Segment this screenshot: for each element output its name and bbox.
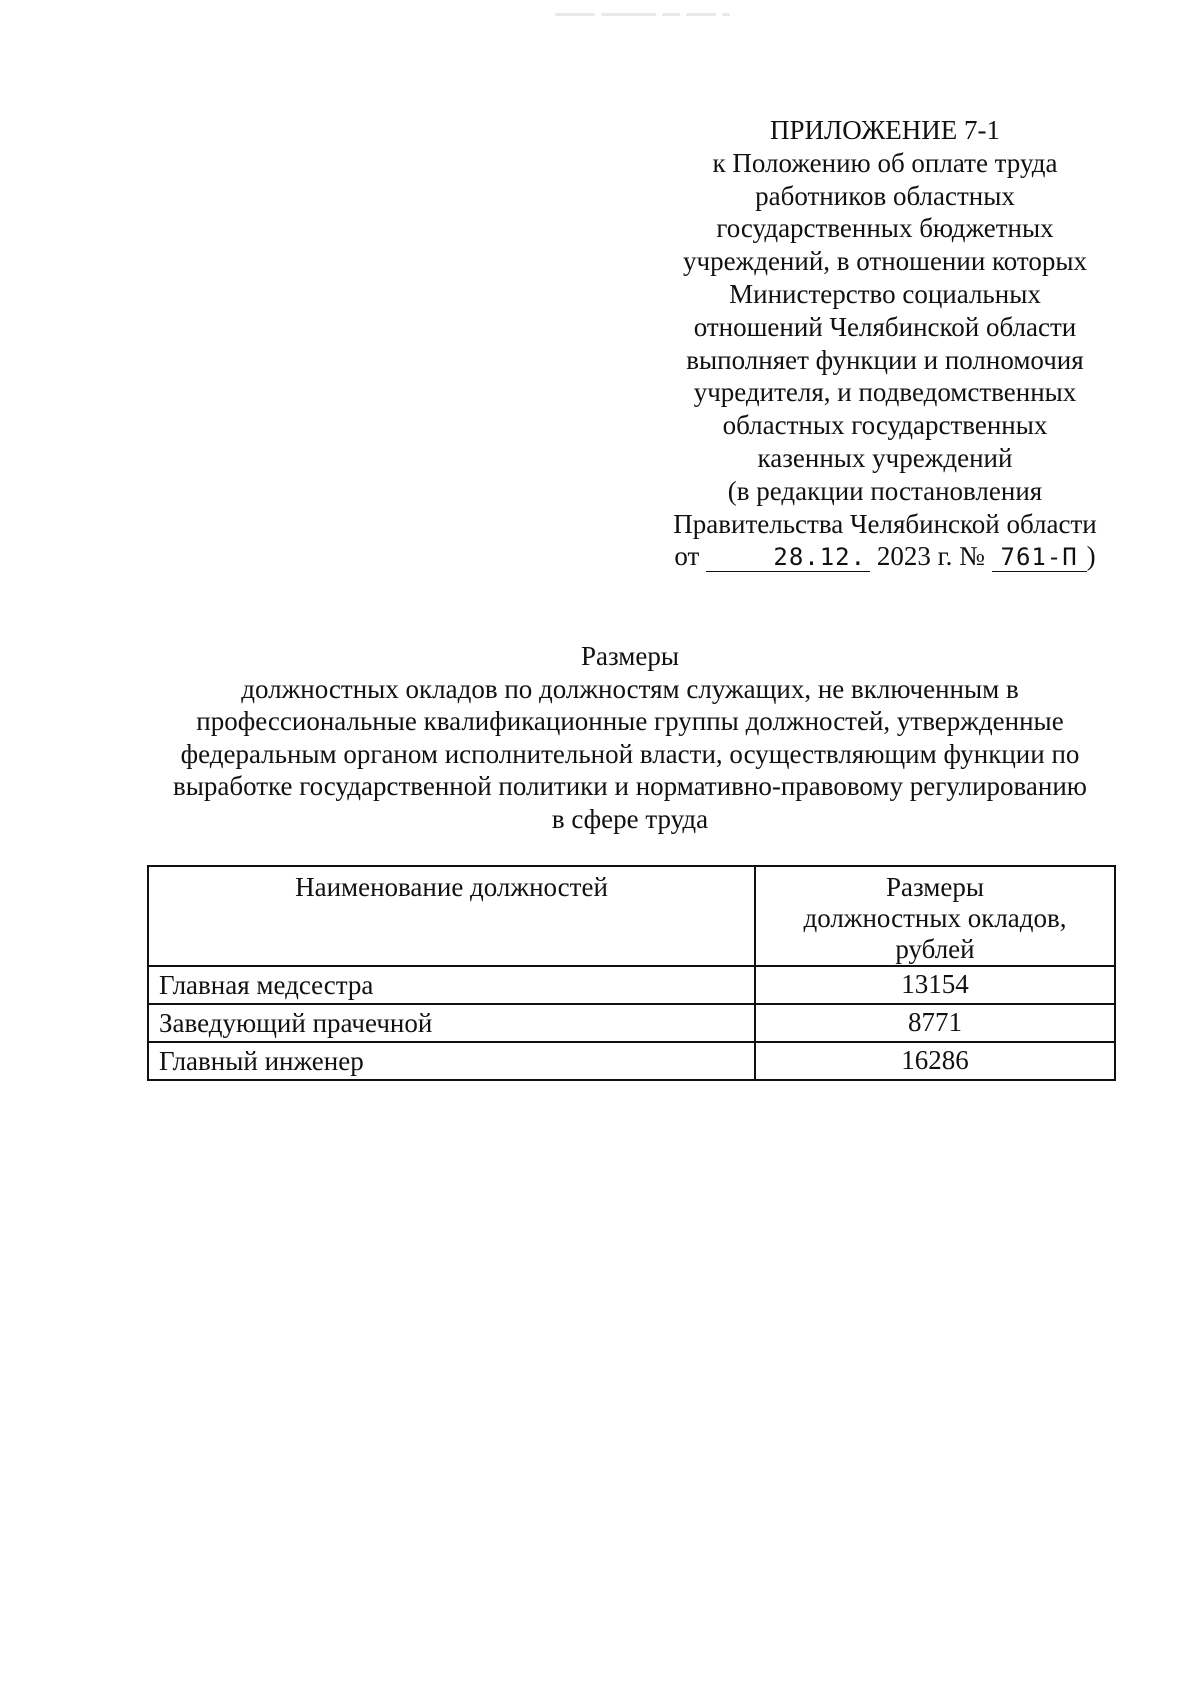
appendix-line: (в редакции постановления xyxy=(727,475,1043,506)
appendix-line: к Положению об оплате труда xyxy=(712,147,1058,178)
header-salary-line: Размеры xyxy=(886,872,984,902)
heading-line: в сфере труда xyxy=(551,803,709,834)
header-salary-size xyxy=(755,866,1115,966)
position-name: Заведующий прачечной xyxy=(148,1004,755,1042)
resolution-reference xyxy=(655,540,1115,573)
header-position-name: Наименование должностей xyxy=(148,866,755,966)
appendix-line: государственных бюджетных xyxy=(716,213,1054,244)
document-heading xyxy=(140,640,1120,835)
appendix-line: отношений Челябинской области xyxy=(693,311,1077,342)
heading-title: Размеры xyxy=(581,641,679,671)
table-row xyxy=(148,1004,1115,1042)
salary-value: 8771 xyxy=(755,1004,1115,1042)
position-name: Главный инженер xyxy=(148,1042,755,1080)
resolution-year: 2023 г. № xyxy=(876,541,985,572)
salary-value: 16286 xyxy=(755,1042,1115,1080)
header-salary-line: должностных окладов, xyxy=(803,903,1067,933)
heading-line: профессиональные квалификационные группы должностей, утвержденные xyxy=(196,706,1064,736)
appendix-line: Правительства Челябинской области xyxy=(673,508,1097,539)
heading-line: должностных окладов по должностям служащих, не включенным в xyxy=(241,673,1019,704)
sign-prefix: от xyxy=(674,541,700,572)
resolution-number: 761-П xyxy=(992,543,1087,572)
appendix-line: выполняет функции и полномочия xyxy=(686,344,1084,375)
heading-line: федеральным органом исполнительной власти, осуществляющим функции по xyxy=(180,738,1080,769)
table-row xyxy=(148,1042,1115,1080)
scan-artifact xyxy=(555,8,775,20)
appendix-line: областных государственных xyxy=(722,410,1048,441)
appendix-block xyxy=(655,114,1115,573)
salary-table xyxy=(147,865,1116,1081)
appendix-line: работников областных xyxy=(755,180,1015,211)
resolution-date: 28.12. xyxy=(706,543,870,572)
closing-paren: ) xyxy=(1086,541,1096,572)
appendix-line: учредителя, и подведомственных xyxy=(693,377,1077,408)
appendix-line: Министерство социальных xyxy=(729,278,1041,309)
header-salary-line: рублей xyxy=(895,934,975,964)
table-row xyxy=(148,966,1115,1004)
position-name: Главная медсестра xyxy=(148,966,755,1004)
appendix-title: ПРИЛОЖЕНИЕ 7-1 xyxy=(769,115,1001,145)
heading-line: выработке государственной политики и нормативно-правовому регулированию xyxy=(173,771,1087,801)
appendix-line: учреждений, в отношении которых xyxy=(682,246,1088,277)
salary-value: 13154 xyxy=(755,966,1115,1004)
table-header-row xyxy=(148,866,1115,966)
appendix-line: казенных учреждений xyxy=(757,442,1013,473)
